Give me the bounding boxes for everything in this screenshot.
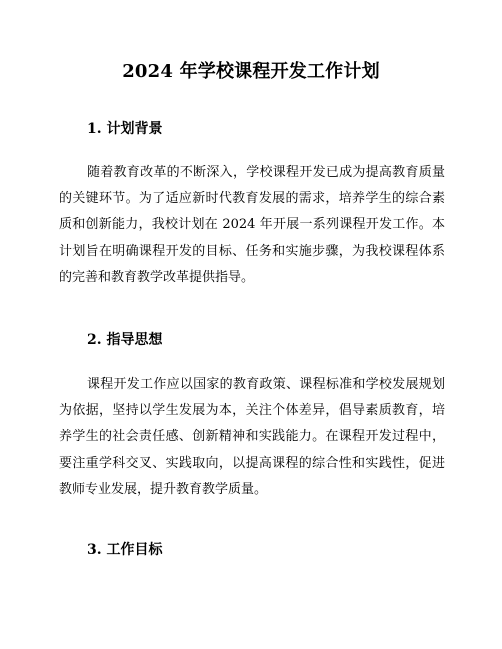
section-paragraph-guiding-ideology: 课程开发工作应以国家的教育政策、课程标准和学校发展规划为依据，坚持以学生发展为本，关注个体差异，倡导素质教育，培养学生的社会责任感、创新精神和实践能力。在课程开发过程中，要注重学科交叉、实践取向，以提高课程的综合性和实践性，促进教师专业发展，提升教育教学质量。: [59, 377, 445, 497]
document-title: 2024 年学校课程开发工作计划: [122, 61, 380, 82]
section-heading-background: 1. 计划背景: [87, 121, 163, 137]
section-heading-guiding-ideology: 2. 指导思想: [87, 332, 163, 348]
section-heading-work-goals: 3. 工作目标: [87, 542, 163, 558]
section-paragraph-background: 随着教育改革的不断深入，学校课程开发已成为提高教育质量的关键环节。为了适应新时代教育发展的需求，培养学生的综合素质和创新能力，我校计划在 2024 年开展一系列课程开发工作。本计划旨在明确课程开发的目标、任务和实施步骤，为我校课程体系的完善和教育教学改革提供指导。: [59, 165, 445, 285]
